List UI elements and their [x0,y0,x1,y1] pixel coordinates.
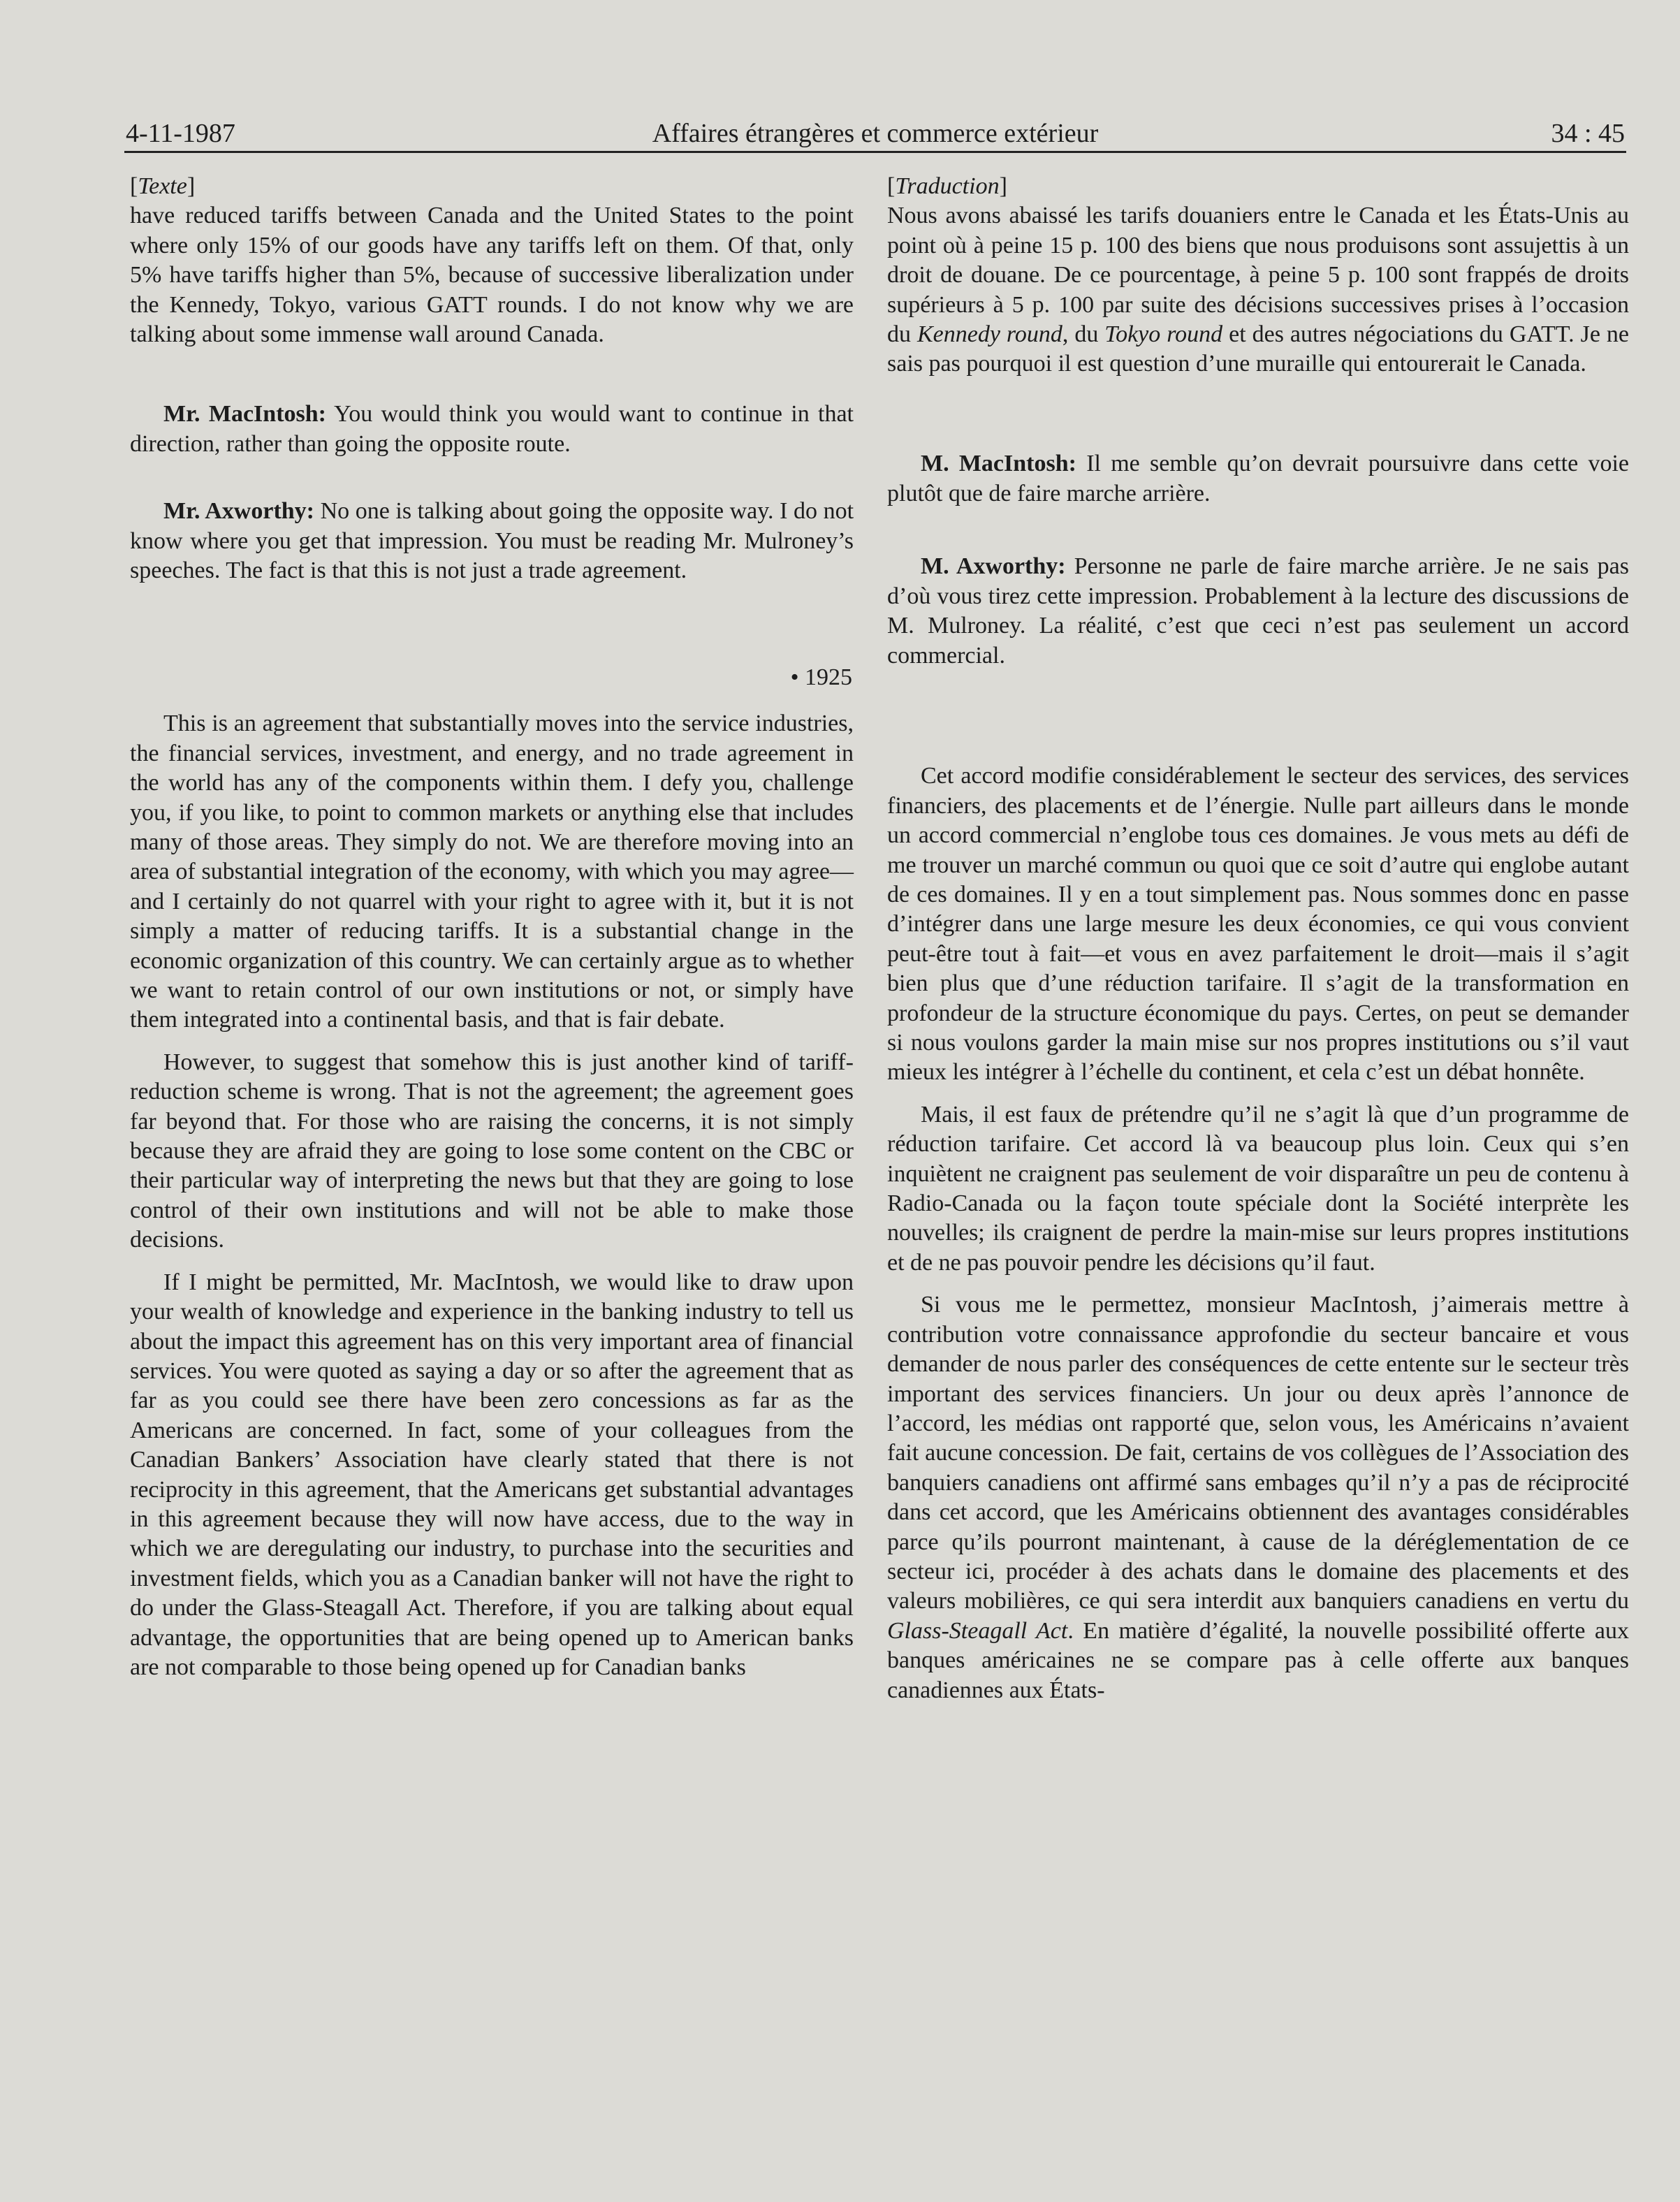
speaker-name: M. MacIntosh: [921,451,1076,477]
paragraph-si-vous: Si vous me le permettez, monsieur MacIntosh, j’aimerais mettre à contribution votre connaissance approfondie du secteur bancaire et vous demander de nous parler des conséquences de cette entente sur le secteur très important des services financiers. Un jour ou deux après l’annonce de l’accord, les médias ont rapporté que, selon vous, les Américains n’avaient fait aucune concession. De fait, certains de vos collègues de l’Association des banquiers canadiens ont affirmé sans embages qu’il n’y a pas de réciprocité dans cet accord, que les Américains obtiennent des avantages considérables parce qu’ils pourront maintenant, à cause de la déréglementation de ce secteur ici, procéder à des achats dans le domaine des placements et des valeurs mobilières, ce qui sera interdit aux banquiers canadiens en vertu du Glass-Steagall Act. En matière d’égalité, la nouvelle possibilité offerte aux banques américaines ne se compare pas à celle offerte aux banques canadiennes aux États- [887,1292,1630,1703]
french-column [887,172,1629,1705]
speaker-name: Mr. Axworthy: [163,498,315,525]
paragraph-however: However, to suggest that somehow this is just another kind of tariff-reduction scheme is wrong. That is not the agreement; the agreement goes far beyond that. For those who are raising the concerns, it is not simply because they are afraid they are going to lose some content on the CBC or their particular way of interpreting the news but that they are going to lose control of their own institutions and will not be able to make those decisions. [130,1049,854,1253]
italic-term: Glass-Steagall Act [887,1617,1068,1644]
page-header [124,109,1626,153]
header-date: 4-11-1987 [126,119,235,148]
speaker-text: Personne ne parle de faire marche arrière. Je ne sais pas d’où vous tirez cette impression. Probablement à la lecture des discussions de M. Mulroney. La réalité, c’est que ceci n’est pas seulement un accord commercial. [887,553,1630,669]
paragraph-macintosh [887,449,1629,509]
speaker-name: M. Axworthy: [921,553,1066,580]
speaker-text: No one is talking about going the opposite way. I do not know where you get that impression. You must be reading Mr. Mulroney’s speeches. The fact is that this is not just a trade agreement. [130,498,854,584]
paragraph-axworthy [130,497,854,615]
italic-term: Kennedy round [916,321,1062,348]
paragraph-accord: Cet accord modifie considérablement le secteur des services, des services financiers, des placements et de l’énergie. Nulle part ailleurs dans le monde un accord commercial n’englobe tous ces domaines. Je vous mets au défi de me trouver un marché commun ou quoi que ce soit d’autre qui englobe autant de ces domaines. Il y en a tout simplement pas. Nous sommes donc en passe d’intégrer dans une large mesure les deux économies, ce qui vous convient peut-être tout à fait—et vous en avez parfaitement le droit—mais il s’agit bien plus que d’une réduction tarifaire. Il s’agit de la transformation en profondeur de la structure économique du pays. Certes, on peut se demander si nous voulons garder la main mise sur nos propres institutions ou s’il vaut mieux les intégrer à l’échelle du continent, et cela c’est un débat honnête. [887,763,1629,1086]
speaker-text: Il me semble qu’on devrait poursuivre dans cette voie plutôt que de faire marche arrière. [887,451,1629,506]
paragraph-agreement: This is an agreement that substantially moves into the service industries, the financial services, investment, and energy, and no trade agreement in the world has any of the components within them. I defy you, challenge you, if you like, to point to common markets or anything else that includes many of those areas. They simply do not. We are therefore moving into an area of substantial integration of the economy, with which you may agree—and I certainly do not quarrel with your right to agree with it, but it is not simply a matter of reducing tariffs. It is a substantial change in the economic organization of this country. We can certainly argue as to whether we want to retain control of our own institutions or not, or simply have them integrated into a continental basis, and that is fair debate. [130,710,854,1033]
speaker-text: You would think you would want to continue in that direction, rather than going the opposite route. [130,401,854,457]
language-label-text: Texte [138,173,187,199]
language-label-text: Traduction [895,173,1000,199]
italic-term: Tokyo round [1104,321,1223,348]
language-label: [Traduction] [887,173,1007,199]
english-column [130,172,854,1682]
speaker-name: Mr. MacIntosh: [163,401,326,428]
paragraph-traduction: Nous avons abaissé les tarifs douaniers entre le Canada et les États-Unis au point où à peine 15 p. 100 des biens que nous produisons sont assujettis à un droit de douane. De ce pourcentage, à peine 5 p. 100 sont frappés de droits supérieurs à 5 p. 100 par suite des décisions successives prises à l’occasion du Kennedy round, du Tokyo round et des autres négociations du GATT. Je ne sais pas pourquoi il est question d’une muraille qui entourerait le Canada. [887,203,1630,377]
paragraph-macintosh [130,400,854,488]
paragraph-continuation: have reduced tariffs between Canada and the United States to the point where only 15% of our goods have any tariffs left on them. Of that, only 5% have tariffs higher than 5%, because of successive liberalization under the Kennedy, Tokyo, various GATT rounds. I do not know why we are talking about some immense wall around Canada. [130,203,854,348]
paragraph-mais: Mais, il est faux de prétendre qu’il ne s’agit là que d’un programme de réduction tarifaire. Cet accord là va beaucoup plus loin. Ceux qui s’en inquiètent ne craignent pas seulement de voir disparaître un peu de contenu à Radio-Canada ou la façon toute spéciale dont la Société interprète les nouvelles; ils craignent de perdre la main-mise sur leurs propres institutions et de ne pas pouvoir pendre les décisions qu’il faut. [887,1101,1629,1276]
paragraph-if-permitted: If I might be permitted, Mr. MacIntosh, we would like to draw upon your wealth of knowledge and experience in the banking industry to tell us about the impact this agreement has on this very important area of financial services. You were quoted as saying a day or so after the agreement that as far as you could see there have been zero concessions as far as the Americans are concerned. In fact, some of your colleagues from the Canadian Bankers’ Association have clearly stated that there is not reciprocity in this agreement, that the Americans get substantial advantages in this agreement because they will now have access, due to the way in which we are deregulating our industry, to purchase into the securities and investment fields, which you as a Canadian banker will not have the right to do under the Glass-Steagall Act. Therefore, if you are talking about equal advantage, the opportunities that are being opened up to American banks are not comparable to those being opened up for Canadian banks [130,1269,854,1680]
language-label: [Texte] [130,173,196,199]
header-page-ref: 34 : 45 [1551,119,1625,148]
header-title: Affaires étrangères et commerce extérieur [652,119,1099,148]
time-marker: • 1925 [790,664,852,691]
paragraph-axworthy [887,552,1629,700]
